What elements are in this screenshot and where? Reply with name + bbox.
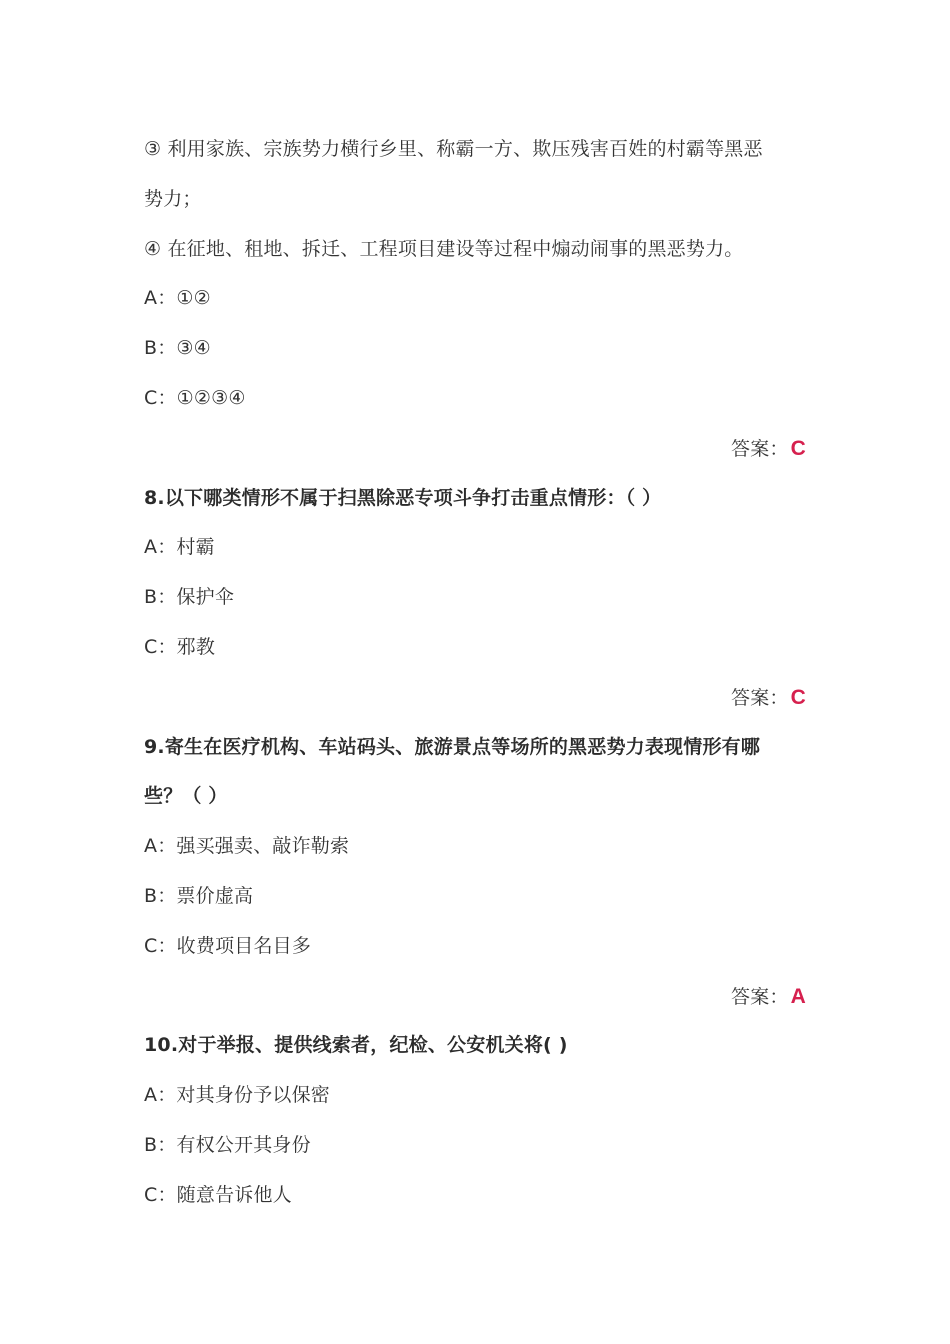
option-c: C：①②③④ [144,386,246,409]
option-b: B：③④ [144,337,211,360]
answer-value: C [790,436,806,460]
option-b: B：有权公开其身份 [144,1133,311,1156]
list-item: 势力； [144,187,202,210]
list-item: ③ 利用家族、宗族势力横行乡里、称霸一方、欺压残害百姓的村霸等黑恶 [144,138,763,160]
answer-label: 答案： [731,985,789,1008]
list-item: ④ 在征地、租地、拆迁、工程项目建设等过程中煽动闹事的黑恶势力。 [144,237,744,260]
option-c: C：收费项目名目多 [144,934,312,957]
question-title-continued: 些？（ ） [144,785,228,808]
question-title: 9.寄生在医疗机构、车站码头、旅游景点等场所的黑恶势力表现情形有哪 [144,735,761,758]
answer-value: C [790,685,806,709]
option-a: A：强买强卖、敲诈勒索 [144,835,350,858]
option-c: C：随意告诉他人 [144,1183,292,1206]
answer-label: 答案： [731,686,789,709]
answer-value: A [790,984,806,1008]
option-a: A：①② [144,287,211,310]
option-b: B：保护伞 [144,586,235,609]
document-page [144,125,806,1221]
question-title: 10.对于举报、提供线索者，纪检、公安机关将( ) [144,1034,568,1057]
answer-row [144,972,806,1022]
question-title: 8.以下哪类情形不属于扫黑除恶专项斗争打击重点情形：（ ） [144,486,662,509]
option-c: C：邪教 [144,635,216,658]
answer-row [144,424,806,474]
option-a: A：对其身份予以保密 [144,1084,330,1107]
answer-label: 答案： [731,437,789,460]
answer-row [144,673,806,723]
option-b: B：票价虚高 [144,884,254,907]
option-a: A：村霸 [144,536,215,559]
